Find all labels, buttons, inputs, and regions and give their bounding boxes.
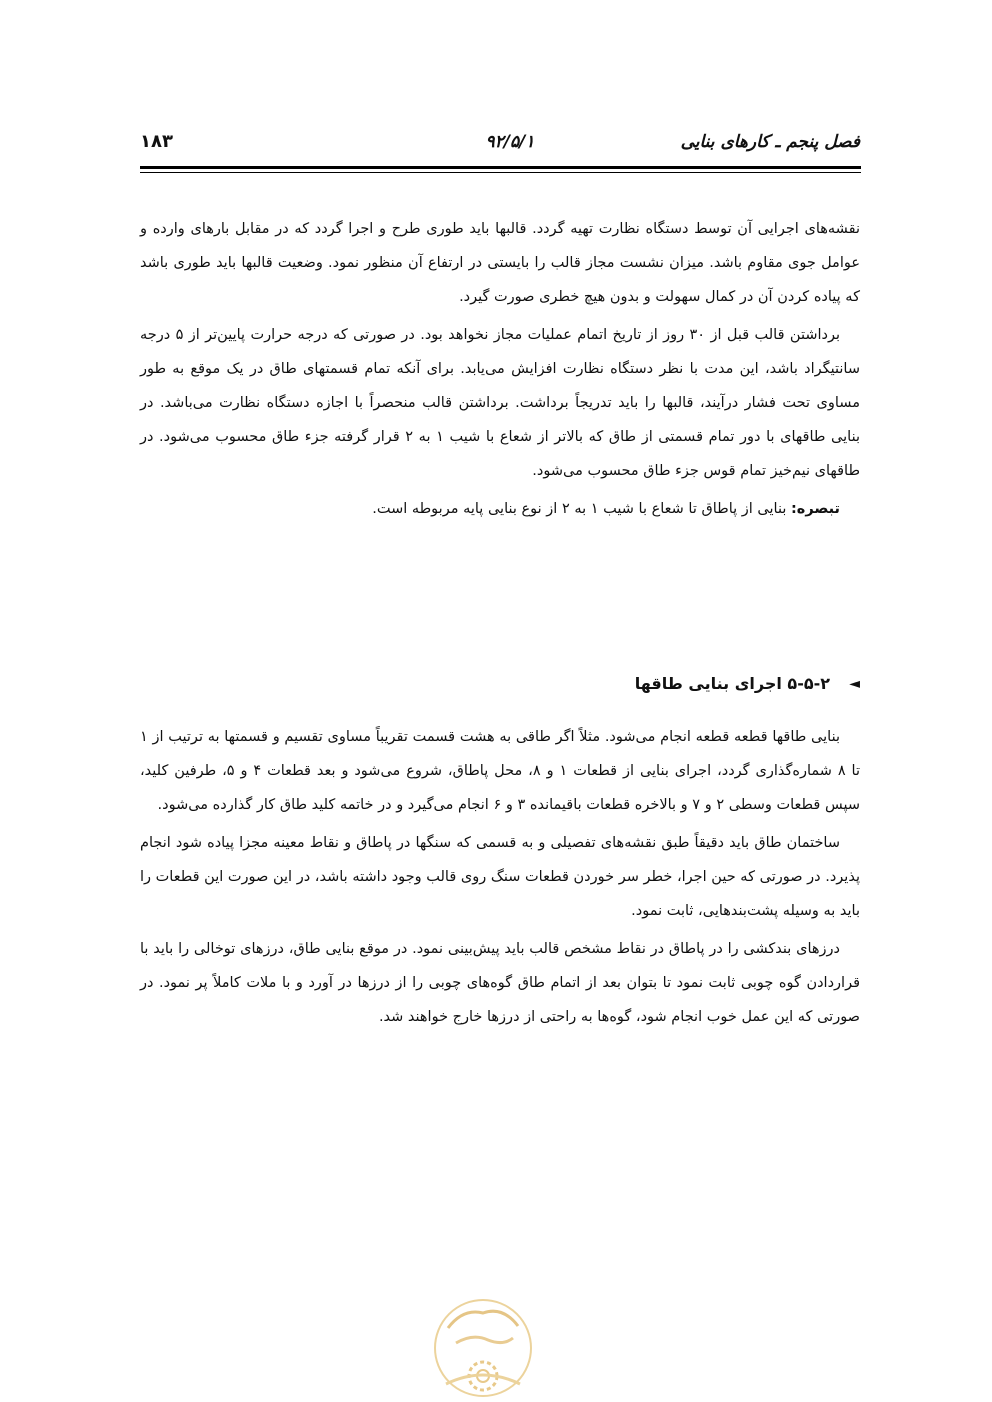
chapter-title: فصل پنجم ـ کارهای بنایی bbox=[680, 132, 860, 152]
body-text-top bbox=[140, 212, 860, 526]
note-label: تبصره: bbox=[790, 501, 840, 517]
section-title: ۵-۵-۲ اجرای بنایی طاقها bbox=[634, 674, 830, 693]
paragraph: نقشه‌های اجرایی آن توسط دستگاه نظارت تهیه گردد. قالبها باید طوری طرح و اجرا گردد که در مقابل بارهای وارده و عوامل جوی مقاوم باشد. میزان نشست مجاز قالب را بایستی در ارتفاع آن منظور نمود. وضعیت قالبها باید طوری باشد که پیاده کردن آن در کمال سهولت و بدون هیچ خطری صورت گیرد. bbox=[140, 221, 860, 305]
body-text-bottom bbox=[140, 720, 860, 1034]
section-heading bbox=[140, 672, 860, 704]
publisher-seal-icon bbox=[418, 1288, 548, 1398]
header-rule-thick bbox=[140, 166, 861, 169]
page-header bbox=[140, 128, 860, 158]
document-code: ۹۲/۵/۱ bbox=[485, 132, 535, 152]
paragraph: ساختمان طاق باید دقیقاً طبق نقشه‌های تفصیلی و به قسمی که سنگها در پاطاق و نقاط معینه مجزا پیاده شود انجام پذیرد. در صورتی که حین اجرا، خطر سر خوردن قطعات سنگ روی قالب وجود داشته باشد، در این صورت این قطعات را باید به وسیله پشت‌بندهایی، ثابت نمود. bbox=[140, 835, 860, 919]
paragraph: برداشتن قالب قبل از ۳۰ روز از تاریخ اتمام عملیات مجاز نخواهد بود. در صورتی که درجه حرارت پایین‌تر از ۵ درجه سانتیگراد باشد، این مدت با نظر دستگاه نظارت افزایش می‌یابد. برای آنکه تمام قسمتهای طاق در یک موقع به طور مساوی تحت فشار درآیند، قالبها را باید تدریجاً برداشت. برداشتن قالب منحصراً با اجازه دستگاه نظارت می‌باشد. در بنایی طاقهای با دور تمام قسمتی از طاق که بالاتر از شعاع با شیب ۱ به ۲ قرار گرفته جزء طاق محسوب می‌شود. در طاقهای نیم‌خیز تمام قوس جزء طاق محسوب می‌شود. bbox=[140, 327, 860, 479]
triangle-bullet-icon: ◄ bbox=[849, 676, 860, 692]
note-paragraph bbox=[140, 492, 860, 526]
paragraph: بنایی طاقها قطعه قطعه انجام می‌شود. مثلاً اگر طاقی به هشت قسمت تقریباً مساوی تقسیم و قسمتها به ترتیب از ۱ تا ۸ شماره‌گذاری گردد، اجرای بنایی از قطعات ۱ و ۸، محل پاطاق، شروع می‌شود و بعد قطعات ۴ و ۵، طرفین کلید، سپس قطعات وسطی ۲ و ۷ و بالاخره قطعات باقیمانده ۳ و ۶ انجام می‌گیرد و در خاتمه کلید طاق کار گذارده می‌شود. bbox=[140, 729, 861, 813]
header-rule-thin bbox=[140, 172, 861, 173]
note-text: بنایی از پاطاق تا شعاع با شیب ۱ به ۲ از نوع بنایی پایه مربوطه است. bbox=[372, 501, 791, 517]
paragraph: درزهای بندکشی را در پاطاق در نقاط مشخص قالب باید پیش‌بینی نمود. در موقع بنایی طاق، درزهای توخالی را باید با قراردادن گوه چوبی ثابت نمود تا بتوان بعد از اتمام طاق گوه‌های چوبی را از درزها در آورد و با ملات کاملاً پر نمود. در صورتی که این عمل خوب انجام شود، گوه‌ها به راحتی از درزها خارج خواهند شد. bbox=[140, 941, 860, 1025]
page-number: ۱۸۳ bbox=[140, 131, 173, 152]
